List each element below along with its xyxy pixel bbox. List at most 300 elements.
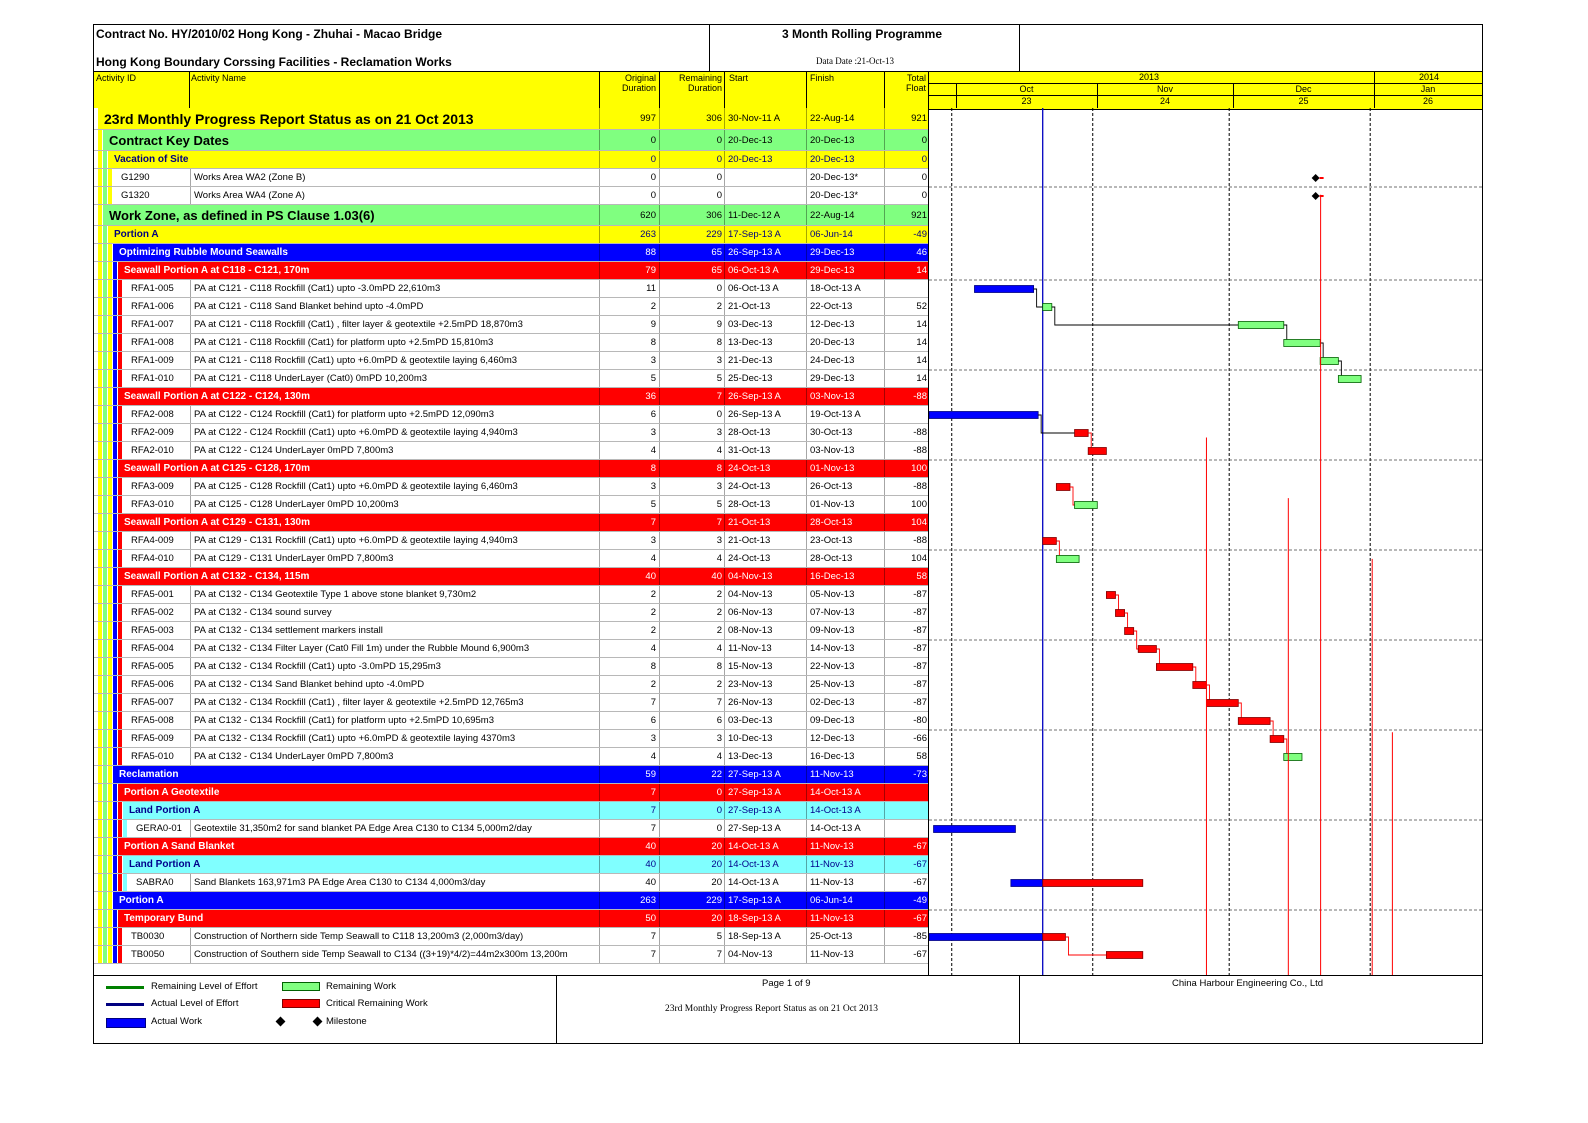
activity-row[interactable]: [94, 406, 928, 424]
original-duration: 2: [599, 298, 656, 315]
outline-stripe: [103, 262, 107, 279]
outline-stripe: [103, 280, 107, 297]
group-title: Seawall Portion A at C125 - C128, 170m: [124, 463, 311, 474]
outline-stripe: [118, 640, 122, 657]
outline-stripe: [108, 352, 112, 369]
start-date: 06-Oct-13 A: [724, 262, 808, 279]
activity-name: Construction of Northern side Temp Seawall to C118 13,200m3 (2,000m3/day): [190, 928, 602, 945]
activity-row[interactable]: [94, 928, 928, 946]
total-float: -87: [884, 676, 927, 693]
outline-stripe: [113, 730, 117, 747]
original-duration: 7: [599, 820, 656, 837]
legend: [94, 975, 1482, 1044]
outline-stripe: [113, 334, 117, 351]
total-float: -88: [884, 424, 927, 441]
activity-bar: [1193, 682, 1207, 689]
activity-row[interactable]: [94, 532, 928, 550]
actual-work-bar: [929, 934, 1043, 941]
outline-stripe: [113, 478, 117, 495]
activity-row[interactable]: [94, 280, 928, 298]
outline-stripe: [118, 730, 122, 747]
group-band-row[interactable]: [94, 838, 928, 856]
outline-stripe: [118, 352, 122, 369]
group-title: Reclamation: [119, 769, 179, 780]
start-date: 06-Oct-13 A: [724, 280, 808, 297]
finish-date: 11-Nov-13: [806, 910, 886, 927]
finish-date: 11-Nov-13: [806, 946, 886, 963]
remaining-level-of-effort-icon: [106, 986, 144, 989]
start-date: 21-Oct-13: [724, 532, 808, 549]
outline-stripe: [98, 568, 102, 585]
original-duration: 40: [599, 568, 656, 585]
activity-row[interactable]: [94, 334, 928, 352]
original-duration: 8: [599, 334, 656, 351]
outline-stripe: [108, 766, 112, 783]
outline-stripe: [98, 892, 102, 909]
outline-stripe: [108, 169, 112, 186]
original-duration: 40: [599, 838, 656, 855]
start-date: 17-Sep-13 A: [724, 226, 808, 243]
outline-stripe: [98, 838, 102, 855]
activity-row[interactable]: [94, 370, 928, 388]
activity-id: RFA3-009: [131, 481, 174, 492]
total-float: -73: [884, 766, 927, 783]
programme-sheet: [93, 24, 1483, 1044]
outline-stripe: [108, 730, 112, 747]
activity-bar: [1043, 538, 1057, 545]
remaining-duration: 6: [659, 712, 722, 729]
remaining-duration: 20: [659, 856, 722, 873]
outline-stripe: [108, 460, 112, 477]
group-band-row[interactable]: [94, 766, 928, 784]
outline-stripe: [103, 514, 107, 531]
outline-stripe: [113, 514, 117, 531]
outline-stripe: [113, 586, 117, 603]
activity-id: TB0050: [131, 949, 165, 960]
group-band-row[interactable]: [94, 460, 928, 478]
remaining-duration: 22: [659, 766, 722, 783]
original-duration: 11: [599, 280, 656, 297]
legend-divider: [556, 976, 557, 1044]
outline-stripe: [98, 928, 102, 945]
outline-stripe: [98, 298, 102, 315]
total-float: -67: [884, 874, 927, 891]
remaining-duration: 7: [659, 694, 722, 711]
remaining-duration: 3: [659, 532, 722, 549]
finish-date: 07-Nov-13: [806, 604, 886, 621]
outline-stripe: [103, 730, 107, 747]
outline-stripe: [103, 187, 107, 204]
group-title: Optimizing Rubble Mound Seawalls: [119, 247, 288, 258]
remaining-duration: 3: [659, 478, 722, 495]
outline-stripe: [113, 550, 117, 567]
group-band-row[interactable]: [94, 892, 928, 910]
page-number: Page 1 of 9: [762, 978, 811, 989]
start-date: 18-Sep-13 A: [724, 910, 808, 927]
outline-stripe: [103, 442, 107, 459]
legend-label: Critical Remaining Work: [326, 998, 428, 1009]
activity-row[interactable]: [94, 694, 928, 712]
outline-stripe: [98, 262, 102, 279]
outline-stripe: [118, 712, 122, 729]
activity-name: PA at C121 - C118 Rockfill (Cat1) upto -3.0mPD 22,610m3: [190, 280, 602, 297]
outline-stripe: [113, 460, 117, 477]
finish-date: 29-Dec-13: [806, 244, 886, 261]
finish-date: 16-Dec-13: [806, 568, 886, 585]
activity-bar: [1238, 718, 1270, 725]
outline-stripe: [108, 802, 112, 819]
outline-stripe: [98, 820, 102, 837]
outline-stripe: [118, 676, 122, 693]
outline-stripe: [108, 532, 112, 549]
outline-stripe: [98, 442, 102, 459]
group-band-row[interactable]: [94, 802, 928, 820]
original-duration: 79: [599, 262, 656, 279]
remaining-duration: 306: [659, 205, 722, 225]
start-date: 27-Sep-13 A: [724, 766, 808, 783]
outline-stripe: [108, 946, 112, 963]
group-title: Seawall Portion A at C122 - C124, 130m: [124, 391, 311, 402]
activity-row[interactable]: [94, 187, 928, 205]
start-date: 17-Sep-13 A: [724, 892, 808, 909]
remaining-duration: 65: [659, 244, 722, 261]
original-duration: 3: [599, 352, 656, 369]
group-band-row[interactable]: [94, 244, 928, 262]
activity-id: RFA5-002: [131, 607, 174, 618]
outline-stripe: [103, 802, 107, 819]
activity-name: Sand Blankets 163,971m3 PA Edge Area C130 to C134 4,000m3/day: [190, 874, 602, 891]
outline-stripe: [113, 370, 117, 387]
start-date: 26-Sep-13 A: [724, 388, 808, 405]
activity-name: Works Area WA2 (Zone B): [190, 169, 602, 186]
total-float: 14: [884, 334, 927, 351]
activity-row[interactable]: [94, 316, 928, 334]
activity-row[interactable]: [94, 748, 928, 766]
group-band-row[interactable]: [94, 205, 928, 226]
original-duration: 2: [599, 586, 656, 603]
original-duration: 7: [599, 694, 656, 711]
activity-row[interactable]: [94, 676, 928, 694]
diamond-icon: [276, 1017, 286, 1027]
col-divider: [724, 72, 725, 108]
total-float: [884, 784, 927, 801]
start-date: 03-Dec-13: [724, 712, 808, 729]
remaining-duration: 3: [659, 730, 722, 747]
group-band-row[interactable]: [94, 226, 928, 244]
activity-id: RFA3-010: [131, 499, 174, 510]
finish-date: 06-Jun-14: [806, 892, 886, 909]
activity-bar: [1075, 430, 1089, 437]
finish-date: 11-Nov-13: [806, 838, 886, 855]
activity-row[interactable]: [94, 550, 928, 568]
outline-stripe: [113, 640, 117, 657]
activity-name: PA at C132 - C134 UnderLayer 0mPD 7,800m3: [190, 748, 602, 765]
remaining-duration: 0: [659, 784, 722, 801]
group-band-row[interactable]: [94, 262, 928, 280]
activity-row[interactable]: [94, 298, 928, 316]
month-label: Jan: [1420, 84, 1436, 94]
dependency-link: [1070, 487, 1075, 505]
total-float: -67: [884, 856, 927, 873]
activity-row[interactable]: [94, 586, 928, 604]
activity-row[interactable]: [94, 442, 928, 460]
start-date: 13-Dec-13: [724, 748, 808, 765]
outline-stripe: [98, 658, 102, 675]
outline-stripe: [103, 640, 107, 657]
finish-date: 12-Dec-13: [806, 730, 886, 747]
company-name: China Harbour Engineering Co., Ltd: [1172, 978, 1324, 989]
finish-date: 03-Nov-13: [806, 388, 886, 405]
total-float: 58: [884, 568, 927, 585]
outline-stripe: [103, 226, 107, 243]
activity-row[interactable]: [94, 169, 928, 187]
total-float: 14: [884, 352, 927, 369]
remaining-duration: 65: [659, 262, 722, 279]
outline-stripe: [103, 316, 107, 333]
outline-stripe: [103, 604, 107, 621]
remaining-duration: 7: [659, 514, 722, 531]
group-band-row[interactable]: [94, 784, 928, 802]
outline-stripe: [113, 352, 117, 369]
remaining-duration: 5: [659, 370, 722, 387]
activity-id: RFA2-010: [131, 445, 174, 456]
outline-stripe: [113, 856, 117, 873]
activity-row[interactable]: [94, 658, 928, 676]
outline-stripe: [108, 892, 112, 909]
start-date: 31-Oct-13: [724, 442, 808, 459]
finish-date: 25-Nov-13: [806, 676, 886, 693]
start-date: 13-Dec-13: [724, 334, 808, 351]
remaining-duration: 2: [659, 676, 722, 693]
finish-date: 11-Nov-13: [806, 766, 886, 783]
original-duration: 36: [599, 388, 656, 405]
outline-stripe: [98, 280, 102, 297]
remaining-duration: 0: [659, 280, 722, 297]
activity-bar: [934, 826, 1016, 833]
total-float: [884, 802, 927, 819]
outline-stripe: [103, 424, 107, 441]
remaining-duration: 8: [659, 334, 722, 351]
finish-date: 28-Oct-13: [806, 550, 886, 567]
activity-bar: [1056, 484, 1070, 491]
col-activity-id: Activity ID: [96, 73, 137, 83]
remaining-duration: 2: [659, 622, 722, 639]
finish-date: 22-Aug-14: [806, 108, 886, 129]
activity-id: RFA5-001: [131, 589, 174, 600]
group-band-row[interactable]: [94, 151, 928, 169]
remaining-work-icon: [282, 982, 320, 991]
outline-stripe: [108, 838, 112, 855]
outline-stripe: [103, 892, 107, 909]
critical-remaining-work-icon: [282, 999, 320, 1008]
outline-stripe: [108, 334, 112, 351]
start-date: 26-Nov-13: [724, 694, 808, 711]
group-band-row[interactable]: [94, 514, 928, 532]
outline-stripe: [113, 838, 117, 855]
outline-stripe: [103, 532, 107, 549]
activity-row[interactable]: [94, 640, 928, 658]
activity-bar: [1138, 646, 1156, 653]
outline-stripe: [108, 694, 112, 711]
outline-stripe: [113, 820, 117, 837]
outline-stripe: [103, 406, 107, 423]
start-date: 18-Sep-13 A: [724, 928, 808, 945]
outline-stripe: [103, 244, 107, 261]
outline-stripe: [98, 460, 102, 477]
outline-stripe: [103, 928, 107, 945]
remaining-duration: 7: [659, 388, 722, 405]
start-date: 26-Sep-13 A: [724, 406, 808, 423]
outline-stripe: [98, 244, 102, 261]
activity-row[interactable]: [94, 946, 928, 964]
outline-stripe: [98, 676, 102, 693]
diamond-icon: [313, 1017, 323, 1027]
activity-row[interactable]: [94, 496, 928, 514]
activity-name: PA at C132 - C134 Rockfill (Cat1) upto -3.0mPD 15,295m3: [190, 658, 602, 675]
outline-stripe: [113, 532, 117, 549]
start-date: 14-Oct-13 A: [724, 838, 808, 855]
group-band-row[interactable]: [94, 130, 928, 151]
dependency-link: [1052, 307, 1238, 325]
remaining-duration: 2: [659, 298, 722, 315]
group-band-row[interactable]: [94, 568, 928, 586]
activity-id: RFA2-009: [131, 427, 174, 438]
group-title: Portion A: [119, 895, 164, 906]
group-band-row[interactable]: [94, 108, 928, 130]
outline-stripe: [108, 640, 112, 657]
original-duration: 4: [599, 550, 656, 567]
total-float: -88: [884, 478, 927, 495]
total-float: 104: [884, 550, 927, 567]
col-finish: Finish: [810, 73, 835, 83]
outline-stripe: [108, 187, 112, 204]
activity-row[interactable]: [94, 604, 928, 622]
start-date: 24-Oct-13: [724, 550, 808, 567]
outline-stripe: [113, 298, 117, 315]
outline-stripe: [118, 604, 122, 621]
activity-bar: [1320, 358, 1338, 365]
report-title: 23rd Monthly Progress Report Status as on 21 Oct 2013: [665, 1004, 878, 1014]
outline-stripe: [98, 514, 102, 531]
activity-id: RFA5-004: [131, 643, 174, 654]
activity-row[interactable]: [94, 424, 928, 442]
original-duration: 4: [599, 442, 656, 459]
outline-stripe: [113, 496, 117, 513]
remaining-duration: 0: [659, 406, 722, 423]
remaining-duration: 3: [659, 352, 722, 369]
group-band-row[interactable]: [94, 388, 928, 406]
outline-stripe: [108, 712, 112, 729]
outline-stripe: [98, 226, 102, 243]
activity-bar: [1115, 610, 1124, 617]
start-date: 04-Nov-13: [724, 946, 808, 963]
outline-stripe: [113, 676, 117, 693]
original-duration: 7: [599, 784, 656, 801]
outline-stripe: [98, 766, 102, 783]
activity-id: RFA1-007: [131, 319, 174, 330]
finish-date: 23-Oct-13: [806, 532, 886, 549]
total-float: -87: [884, 604, 927, 621]
remaining-duration: 4: [659, 748, 722, 765]
dependency-link: [1065, 937, 1106, 955]
remaining-duration: 20: [659, 910, 722, 927]
activity-row[interactable]: [94, 820, 928, 838]
outline-stripe: [118, 802, 122, 819]
outline-stripe: [118, 496, 122, 513]
outline-stripe: [98, 406, 102, 423]
activity-name: PA at C121 - C118 Rockfill (Cat1) upto +6.0mPD & geotextile laying 6,460m3: [190, 352, 602, 369]
actual-work-bar: [1011, 880, 1043, 887]
activity-id: RFA1-006: [131, 301, 174, 312]
original-duration: 8: [599, 658, 656, 675]
group-band-row[interactable]: [94, 910, 928, 928]
finish-date: 20-Dec-13*: [806, 169, 886, 186]
activity-name: PA at C125 - C128 Rockfill (Cat1) upto +6.0mPD & geotextile laying 6,460m3: [190, 478, 602, 495]
remaining-duration: 5: [659, 496, 722, 513]
finish-date: 20-Dec-13: [806, 334, 886, 351]
start-date: 11-Nov-13: [724, 640, 808, 657]
outline-stripe: [118, 316, 122, 333]
month-label: Oct: [1019, 84, 1034, 94]
original-duration: 2: [599, 676, 656, 693]
outline-stripe: [98, 694, 102, 711]
activity-bar: [1106, 952, 1142, 959]
activity-row[interactable]: [94, 478, 928, 496]
outline-stripe: [98, 424, 102, 441]
group-title: Portion A Geotextile: [124, 787, 220, 798]
activity-bar: [1043, 934, 1066, 941]
activity-id: G1320: [121, 190, 150, 201]
activity-name: PA at C129 - C131 Rockfill (Cat1) upto +6.0mPD & geotextile laying 4,940m3: [190, 532, 602, 549]
outline-stripe: [113, 712, 117, 729]
activity-id: RFA2-008: [131, 409, 174, 420]
outline-stripe: [113, 316, 117, 333]
activity-bar: [1106, 592, 1115, 599]
activity-bar: [1075, 502, 1098, 509]
outline-stripe: [103, 820, 107, 837]
activity-row[interactable]: [94, 622, 928, 640]
start-date: 03-Dec-13: [724, 316, 808, 333]
outline-stripe: [98, 388, 102, 405]
activity-row[interactable]: [94, 712, 928, 730]
original-duration: 4: [599, 640, 656, 657]
contract-title: Contract No. HY/2010/02 Hong Kong - Zhuhai - Macao Bridge: [96, 27, 443, 41]
outline-stripe: [98, 586, 102, 603]
original-duration: 620: [599, 205, 656, 225]
outline-stripe: [118, 928, 122, 945]
group-band-row[interactable]: [94, 856, 928, 874]
outline-stripe: [118, 622, 122, 639]
finish-date: 28-Oct-13: [806, 514, 886, 531]
outline-stripe: [108, 820, 112, 837]
activity-row[interactable]: [94, 352, 928, 370]
total-float: -88: [884, 442, 927, 459]
activity-id: RFA5-006: [131, 679, 174, 690]
outline-stripe: [108, 928, 112, 945]
activity-row[interactable]: [94, 730, 928, 748]
remaining-duration: 4: [659, 442, 722, 459]
activity-row[interactable]: [94, 874, 928, 892]
original-duration: 0: [599, 151, 656, 168]
outline-stripe: [103, 388, 107, 405]
outline-stripe: [113, 280, 117, 297]
start-date: [724, 187, 808, 204]
original-duration: 3: [599, 424, 656, 441]
start-date: 30-Nov-11 A: [724, 108, 808, 129]
week-label: 24: [1159, 96, 1170, 106]
finish-date: 22-Oct-13: [806, 298, 886, 315]
original-duration: 3: [599, 532, 656, 549]
